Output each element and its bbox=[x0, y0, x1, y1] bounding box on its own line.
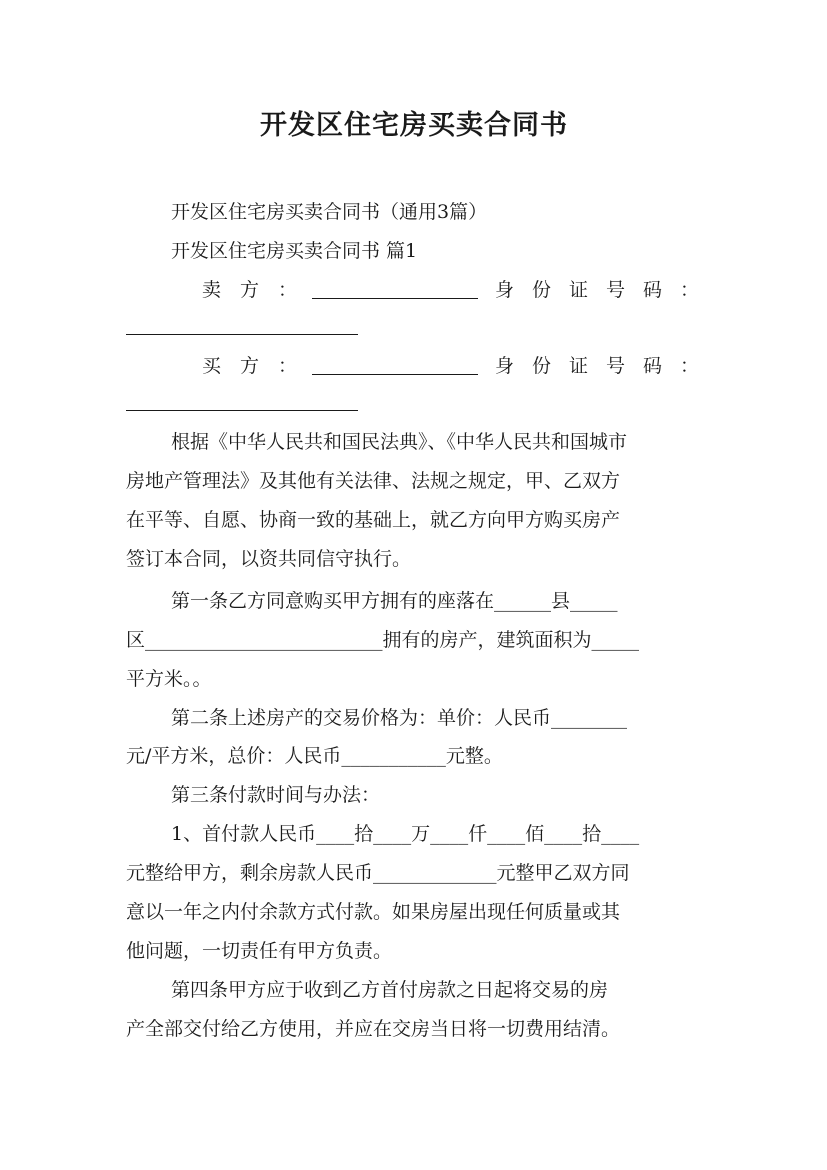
part-heading: 开发区住宅房买卖合同书 篇1 bbox=[171, 240, 418, 262]
buyer-id-blank bbox=[126, 390, 358, 411]
buyer-label: 买方： bbox=[202, 355, 317, 377]
seller-id-label: 身份证号码： bbox=[495, 279, 718, 301]
article-1-line: 平方米。。 bbox=[126, 668, 212, 690]
buyer-id-label: 身份证号码： bbox=[495, 355, 718, 377]
article-2-line: 第二条上述房产的交易价格为：单价：人民币________ bbox=[171, 707, 628, 729]
document-title: 开发区住宅房买卖合同书 bbox=[260, 110, 568, 141]
article-3-line: 1、首付款人民币____拾____万____仟____佰____拾____ bbox=[171, 823, 640, 845]
article-3-line: 意以一年之内付余款方式付款。如果房屋出现任何质量或其 bbox=[126, 901, 621, 923]
article-3-line: 元整给甲方，剩余房款人民币_____________元整甲乙双方同 bbox=[126, 862, 630, 884]
paragraph-line: 在平等、自愿、协商一致的基础上，就乙方向甲方购买房产 bbox=[126, 509, 621, 531]
seller-id-blank bbox=[126, 314, 358, 335]
article-4-line: 第四条甲方应于收到乙方首付房款之日起将交易的房 bbox=[171, 979, 609, 1001]
paragraph-line: 房地产管理法》及其他有关法律、法规之规定，甲、乙双方 bbox=[126, 470, 621, 492]
paragraph-line: 签订本合同，以资共同信守执行。 bbox=[126, 548, 412, 570]
seller-label: 卖方： bbox=[202, 279, 317, 301]
article-1-line: 第一条乙方同意购买甲方拥有的座落在______县_____ bbox=[171, 590, 618, 612]
document-subtitle: 开发区住宅房买卖合同书（通用3篇） bbox=[171, 201, 488, 223]
seller-name-blank bbox=[312, 278, 478, 299]
article-4-line: 产全部交付给乙方使用，并应在交房当日将一切费用结清。 bbox=[126, 1018, 621, 1040]
article-3-line: 他问题，一切责任有甲方负责。 bbox=[126, 940, 393, 962]
buyer-name-blank bbox=[312, 354, 478, 375]
buyer-id-row bbox=[126, 390, 702, 419]
article-3-line: 第三条付款时间与办法： bbox=[171, 784, 381, 806]
article-2-line: 元/平方米，总价：人民币___________元整。 bbox=[126, 745, 503, 767]
article-1-line: 区_________________________拥有的房产，建筑面积为_____ bbox=[126, 629, 640, 651]
paragraph-line: 根据《中华人民共和国民法典》、《中华人民共和国城市 bbox=[171, 431, 628, 453]
seller-id-row bbox=[126, 314, 702, 343]
